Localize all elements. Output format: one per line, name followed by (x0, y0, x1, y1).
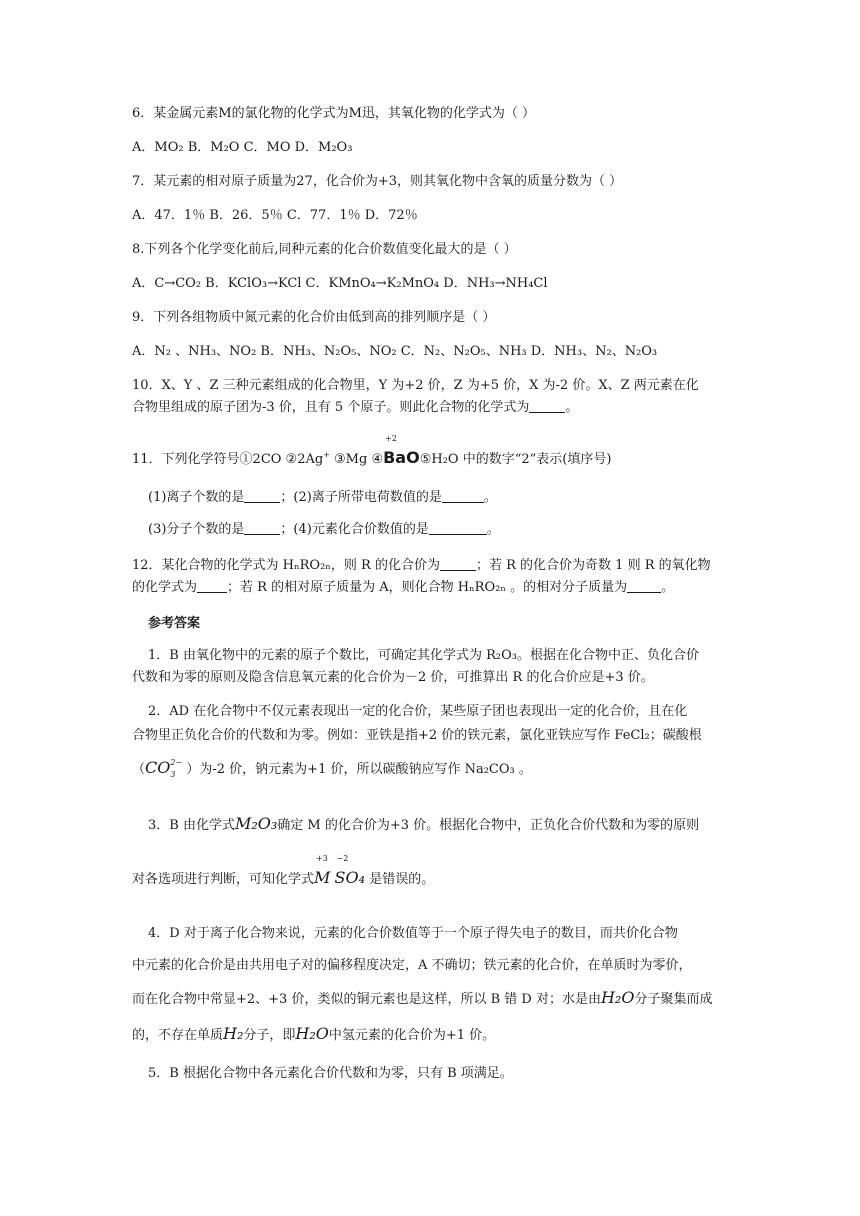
q12-line1: 12．某化合物的化学式为 HₙRO₂ₙ，则 R 的化合价为 ；若 R 的化合价为奇数 1 则 R 的氧化物 (132, 558, 711, 573)
answer-1-line2: 代数和为零的原则及隐含信息氧元素的化合价为－2 价，可推算出 R 的化合价应是+3 价。 (132, 670, 654, 685)
answer-2-line1: 2．AD 在化合物中不仅元素表现出一定的化合价，某些原子团也表现出一定的化合价，且在化 (148, 704, 688, 719)
q11-sub2: (3)分子个数的是 ；(4)元素化合价数值的是 。 (148, 522, 500, 537)
q10-line2: 合物里组成的原子团为-3 价，且有 5 个原子。则此化合物的化学式为 。 (132, 400, 579, 415)
q7-stem: 7．某元素的相对原子质量为27，化合价为+3，则其氧化物中含氧的质量分数为（ ） (132, 174, 623, 189)
q11-sub1: (1)离子个数的是 ；(2)离子所带电荷数值的是 。 (148, 490, 497, 505)
q10-line1: 10．X、Y 、Z 三种元素组成的化合物里，Y 为+2 价，Z 为+5 价，X 为-2 价。X、Z 两元素在化 (132, 378, 699, 393)
answer-5: 5．B 根据化合物中各元素化合价代数和为零，只有 B 项满足。 (148, 1066, 513, 1081)
m-valence: +3 M (314, 854, 331, 887)
h2-formula: H₂ (223, 1024, 244, 1043)
carbonate-formula: CO (145, 758, 171, 777)
answer-blank (442, 488, 484, 503)
answer-blank (429, 520, 487, 535)
q8-options: A．C→CO₂ B．KClO₃→KCl C．KMnO₄→K₂MnO₄ D．NH₃→NH₄Cl (132, 276, 548, 291)
answer-blank (244, 520, 280, 535)
answer-4-line1: 4．D 对于离子化合物来说，元素的化合价数值等于一个原子得失电子的数目，而共价化合物 (148, 926, 678, 941)
answer-2-line2: 合物里正负化合价的代数和为零。例如：亚铁是指+2 价的铁元素，氯化亚铁应写作 FeCl₂；碳酸根 (132, 728, 702, 743)
answers-heading: 参考答案 (148, 616, 201, 631)
q11-stem: 11．下列化学符号①2CO ②2Ag+ ③Mg ④ +2 BaO⑤H₂O 中的数字“2”表示(填序号) (132, 448, 611, 470)
answer-4-line2: 中元素的化合价是由共用电子对的偏移程度决定，A 不确切；铁元素的化合价，在单质时为零价， (132, 958, 692, 973)
bao-formula: +2 BaO (383, 434, 420, 467)
answer-3-line1: 3．B 由化学式M₂O₃确定 M 的化合价为+3 价。根据化合物中，正负化合价代数和为零的原则 (148, 814, 700, 833)
answer-4-line4: 的，不存在单质H₂分子，即H₂O中氢元素的化合价为+1 价。 (132, 1024, 496, 1043)
q9-stem: 9．下列各组物质中氮元素的化合价由低到高的排列顺序是（ ） (132, 310, 496, 325)
q9-options: A．N₂ 、NH₃、NO₂ B．NH₃、N₂O₅、NO₂ C．N₂、N₂O₅、NH₃ D．NH₃、N₂、N₂O₃ (132, 344, 658, 359)
answer-blank (197, 578, 227, 593)
answer-3-line2: 对各选项进行判断，可知化学式 +3 M −2 SO₄ 是错误的。 (132, 868, 434, 890)
m2o3-formula: M₂O₃ (234, 814, 278, 833)
answer-4-line3: 而在化合物中常显+2、+3 价，类似的铜元素也是这样，所以 B 错 D 对；水是由H₂O分子聚集而成 (132, 988, 713, 1007)
h2o-formula: H₂O (295, 1024, 329, 1043)
answer-blank (244, 488, 280, 503)
q7-options: A．47．1％ B．26．5％ C．77．1％ D．72％ (132, 208, 418, 223)
answer-blank (440, 556, 476, 571)
h2o-formula: H₂O (600, 988, 635, 1007)
q8-stem: 8.下列各个化学变化前后,同种元素的化合价数值变化最大的是（ ） (132, 242, 517, 257)
answer-blank (529, 398, 565, 413)
answer-blank (627, 578, 661, 593)
answer-2-line3: （CO 2− 3 ）为-2 价，钠元素为+1 价，所以碳酸钠应写作 Na₂CO₃ 。 (132, 758, 532, 779)
q6-options: A．MO₂ B．M₂O C．MO D．M₂O₃ (132, 140, 353, 155)
so4-valence: −2 SO₄ (334, 854, 366, 887)
ion-charge: + (323, 450, 330, 460)
q6-stem: 6．某金属元素M的氯化物的化学式为M迅，其氧化物的化学式为（ ） (132, 106, 536, 121)
q12-line2: 的化学式为 ；若 R 的相对原子质量为 A，则化合物 HₙRO₂ₙ 。的相对分子质量为 。 (132, 580, 675, 595)
answer-1-line1: 1．B 由氧化物中的元素的原子个数比，可确定其化学式为 R₂O₃。根据在化合物中正、负化合价 (148, 648, 699, 663)
